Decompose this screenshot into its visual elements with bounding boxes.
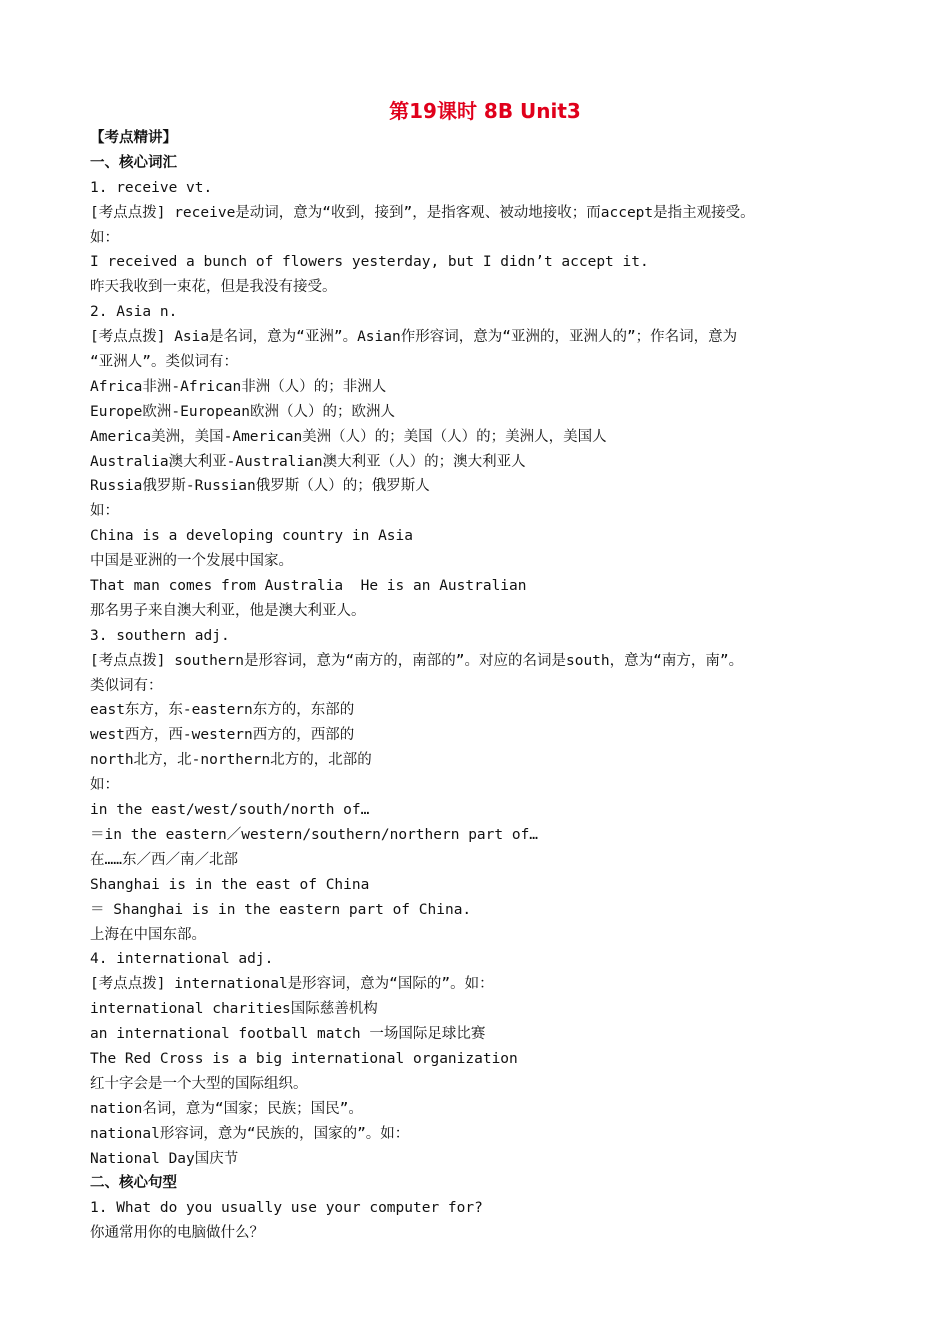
text-line: I received a bunch of flowers yesterday, but I didn’t accept it. — [90, 254, 649, 271]
text-line: 上海在中国东部。 — [90, 926, 206, 943]
text-line: 红十字会是一个大型的国际组织。 — [90, 1075, 308, 1092]
text-line: The Red Cross is a big international organization — [90, 1050, 518, 1067]
text-line: 如： — [90, 777, 119, 794]
text-line: national形容词，意为“民族的，国家的”。如： — [90, 1125, 410, 1142]
text-line: north北方，北-northern北方的，北部的 — [90, 752, 372, 769]
text-line: [考点点拨] southern是形容词，意为“南方的，南部的”。对应的名词是south，意为“南方，南”。 — [90, 652, 744, 669]
text-line: Australia澳大利亚-Australian澳大利亚（人）的；澳大利亚人 — [90, 453, 526, 470]
section-heading: 二、核心句型 — [90, 1175, 177, 1192]
document-title: 第19课时 8B Unit3 — [389, 99, 581, 123]
text-line: Europe欧洲-European欧洲（人）的；欧洲人 — [90, 403, 395, 420]
text-line: ＝in the eastern／western/southern/northern part of… — [90, 826, 539, 843]
text-line: [考点点拨] receive是动词，意为“收到，接到”，是指客观、被动地接收；而accept是指主观接受。 — [90, 204, 755, 221]
text-line: China is a developing country in Asia — [90, 528, 414, 545]
text-line: That man comes from Australia He is an Australian — [90, 578, 527, 595]
text-line: in the east/west/south/north of… — [90, 802, 370, 819]
text-line: 中国是亚洲的一个发展中国家。 — [90, 553, 293, 570]
text-line: 3. southern adj. — [90, 627, 230, 644]
text-line: international charities国际慈善机构 — [90, 1001, 378, 1018]
text-line: an international football match 一场国际足球比赛 — [90, 1026, 486, 1043]
text-line: 你通常用你的电脑做什么？ — [90, 1225, 264, 1242]
text-line: America美洲，美国-American美洲（人）的；美国（人）的；美洲人，美国人 — [90, 428, 607, 445]
text-line: ＝ Shanghai is in the eastern part of China. — [90, 901, 472, 918]
section-heading: 【考点精讲】 — [90, 130, 177, 146]
text-line: “亚洲人”。类似词有： — [90, 354, 238, 371]
text-line: Shanghai is in the east of China — [90, 876, 370, 893]
content-lines — [90, 126, 880, 1246]
text-line: 类似词有： — [90, 677, 163, 694]
text-line: 2. Asia n. — [90, 304, 178, 321]
text-line: 在……东／西／南／北部 — [90, 851, 238, 868]
text-line: east东方，东-eastern东方的，东部的 — [90, 702, 355, 719]
text-line: Russia俄罗斯-Russian俄罗斯（人）的；俄罗斯人 — [90, 478, 430, 495]
text-line: 那名男子来自澳大利亚，他是澳大利亚人。 — [90, 602, 366, 619]
text-line: [考点点拨] international是形容词，意为“国际的”。如： — [90, 976, 494, 993]
text-line: National Day国庆节 — [90, 1150, 239, 1167]
text-line: 昨天我收到一束花，但是我没有接受。 — [90, 279, 337, 296]
text-line: 如： — [90, 503, 119, 520]
text-line: 1. receive vt. — [90, 179, 213, 196]
text-line: west西方，西-western西方的，西部的 — [90, 727, 355, 744]
text-line: 1. What do you usually use your computer for? — [90, 1200, 483, 1217]
text-line: [考点点拨] Asia是名词，意为“亚洲”。Asian作形容词，意为“亚洲的，亚洲人的”；作名词，意为 — [90, 329, 738, 346]
text-line: 4. international adj. — [90, 951, 274, 968]
text-line: nation名词，意为“国家；民族；国民”。 — [90, 1100, 363, 1117]
section-heading: 一、核心词汇 — [90, 154, 177, 171]
document-body — [90, 96, 880, 1246]
text-line: 如： — [90, 229, 119, 246]
text-line: Africa非洲-African非洲（人）的；非洲人 — [90, 378, 387, 395]
